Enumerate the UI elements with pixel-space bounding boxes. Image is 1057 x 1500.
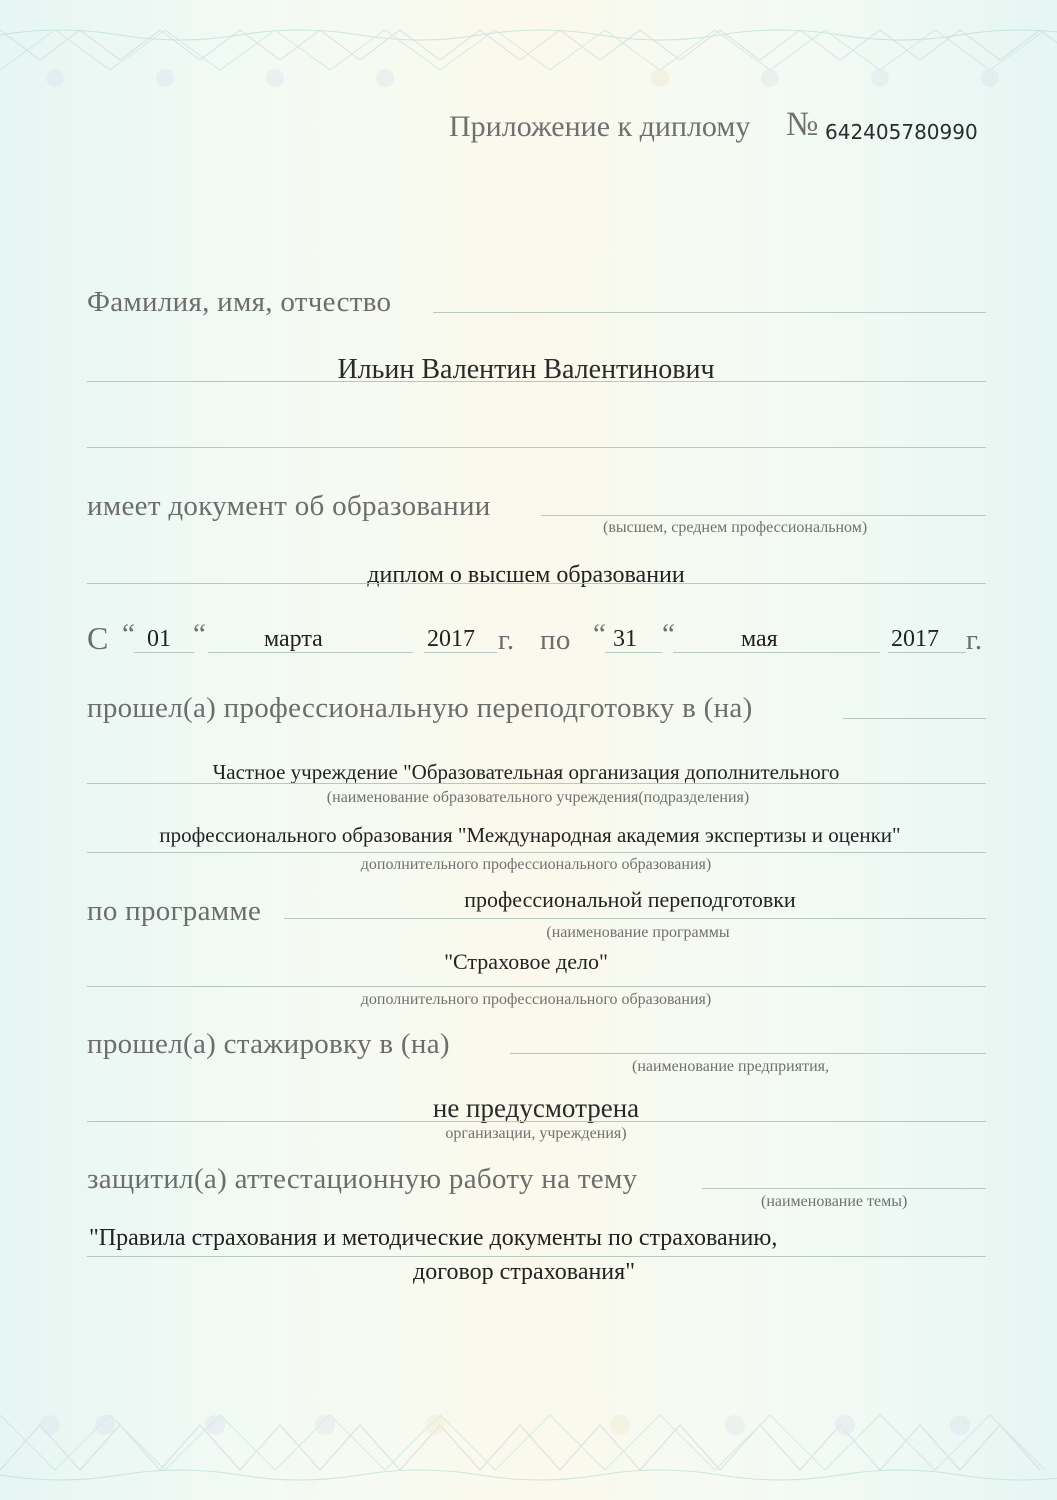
program-line-2 [87,986,986,987]
period-year-suffix-1: г. [498,624,515,656]
period-close-quote-2: “ [662,618,676,650]
period-to-prefix: по [540,624,571,656]
guilloche-border-bottom [0,1385,1057,1500]
period-from-year: 2017 [427,626,475,652]
retraining-hint-1: (наименование образовательного учреждения(подразделения) [326,789,750,806]
period-to-day-line [605,652,662,653]
retraining-line-0 [843,718,986,719]
program-hint-2: дополнительного профессионального образования) [360,991,712,1008]
period-from-day-line [134,652,194,653]
guilloche-border-top [0,0,1057,100]
internship-line-1 [510,1053,986,1054]
retraining-hint-2: дополнительного профессионального образования) [360,856,712,873]
period-to-month-line [673,652,880,653]
period-from-year-line [424,652,497,653]
retraining-institution-line-2: профессионального образования "Международная академия экспертизы и оценки" [159,823,901,847]
retraining-line-1 [87,783,986,784]
thesis-line-1 [702,1188,986,1189]
thesis-line-2 [87,1256,986,1257]
fio-line-1 [433,312,986,313]
diploma-number: 642405780990 [825,120,978,144]
program-line-1 [284,918,986,919]
education-document-line-1 [541,515,986,516]
header-title: Приложение к диплому [449,110,751,143]
education-document-hint: (высшем, среднем профессиональном) [603,519,868,536]
period-to-month: мая [741,626,778,652]
retraining-institution-line-1: Частное учреждение "Образовательная организация дополнительного [212,760,840,784]
thesis-value-line-2: договор страхования" [413,1259,635,1285]
education-document-value: диплом о высшем образовании [367,562,685,588]
period-from-month: марта [264,626,323,652]
period-from-prefix: С [87,620,109,656]
program-value-line-2: "Страховое дело" [444,949,608,974]
period-from-month-line [208,652,413,653]
thesis-hint: (наименование темы) [761,1193,908,1210]
thesis-value-line-1: "Правила страхования и методические документы по страхованию, [89,1225,778,1251]
fio-line-2 [87,381,986,382]
period-year-suffix-2: г. [966,624,983,656]
period-to-day: 31 [613,626,637,652]
retraining-label: прошел(а) профессиональную переподготовку в (на) [87,692,753,724]
program-value-line-1: профессиональной переподготовки [464,887,796,912]
education-document-label: имеет документ об образовании [87,490,491,522]
period-open-quote-2: “ [593,618,607,650]
period-close-quote-1: “ [193,618,207,650]
internship-label: прошел(а) стажировку в (на) [87,1028,450,1060]
period-from-day: 01 [147,626,171,652]
program-hint-1: (наименование программы [546,924,730,941]
program-label: по программе [87,895,262,927]
period-to-year-line [888,652,966,653]
fio-label: Фамилия, имя, отчество [87,286,392,318]
period-to-year: 2017 [891,626,939,652]
thesis-label: защитил(а) аттестационную работу на тему [87,1163,638,1195]
period-open-quote-1: “ [122,618,136,650]
internship-value: не предусмотрена [432,1093,640,1123]
education-document-line-2 [87,583,986,584]
internship-line-2 [87,1121,986,1122]
fio-value: Ильин Валентин Валентинович [337,354,715,385]
number-sign: № [786,106,819,143]
fio-line-3 [87,447,986,448]
retraining-line-2 [87,852,986,853]
internship-hint-1: (наименование предприятия, [632,1058,830,1075]
internship-hint-2: организации, учреждения) [445,1125,627,1142]
